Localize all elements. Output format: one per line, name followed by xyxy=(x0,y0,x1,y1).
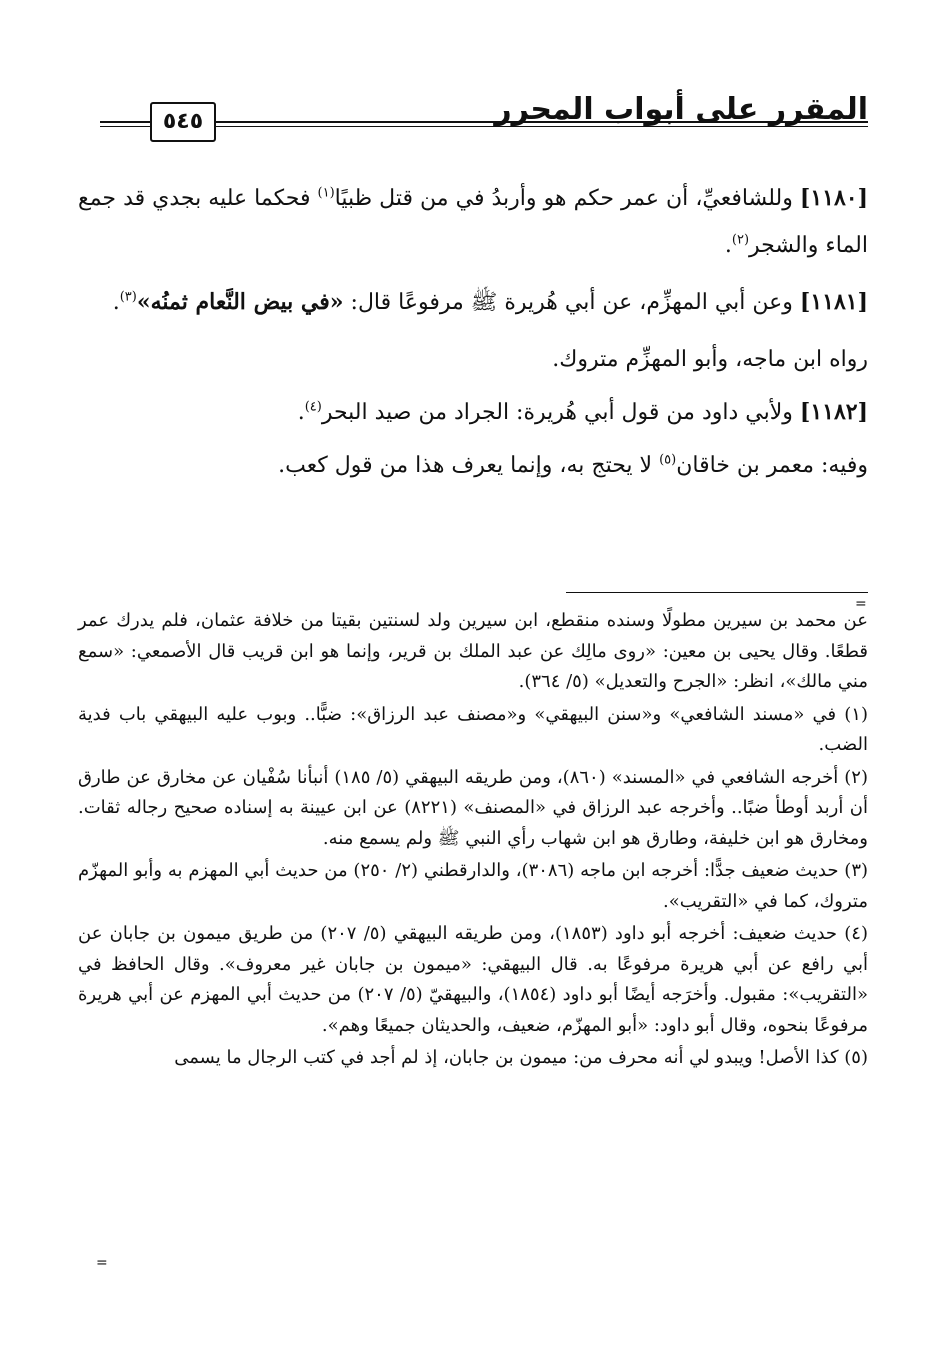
footnote-5: (٥) كذا الأصل! ويبدو لي أنه محرف من: ميمون بن جابان، إذ لم أجد في كتب الرجال ما يسمى xyxy=(174,1047,868,1068)
footnote-1: (١) في «مسند الشافعي» و«سنن البيهقي» و«مصنف عبد الرزاق»: ضبًّا.. وبوب عليه البيهقي باب فدية الضب. xyxy=(78,703,868,755)
paragraph-text: وللشافعيِّ، أن عمر حكم هو وأربدُ في من قتل ظبيًا xyxy=(334,186,800,211)
footnote-4: (٤) حديث ضعيف: أخرجه أبو داود (١٨٥٣)، ومن طريقه البيهقي (٥/ ٢٠٧) من طريق ميمون بن جابان عن أبي رافع عن أبي هريرة مرفوعًا به. قال البيهقي: «ميمون بن جابان غير معروف». وقال الحافظ في «التقريب»: مقبول. وأخرَجه أيضًا أبو داود (١٨٥٤)، والبيهقيّ (٥/ ٢٠٧) من حديث أبي المهزم عن أبي هريرة مرفوعًا بنحوه، وقال أبو داود: «أبو المهزّم، ضعيف، والحديثان جميعًا وهم». xyxy=(78,923,868,1036)
paragraph-comment xyxy=(78,442,868,489)
footnote-2: (٢) أخرجه الشافعي في «المسند» (٨٦٠)، ومن طريقه البيهقي (٥/ ١٨٥) أنبأنا سُفْيان عن مخارق عن طارق أن أربد أوطأ ضبًا.. وأخرجه عبد الرزاق في «المصنف» (٨٢٢١) عن ابن عيينة به إسناده صحيح رجاله ثقات. ومخارق هو ابن خليفة، وطارق هو ابن شهاب رأي النبي ﷺ ولم يسمع منه. xyxy=(78,766,868,849)
paragraph-text: ولأبي داود من قول أبي هُريرة: الجراد من صيد البحر xyxy=(321,400,800,425)
footnote-3: (٣) حديث ضعيف جدًّا: أخرجه ابن ماجه (٣٠٨٦)، والدارقطني (٢/ ٢٥٠) من حديث أبي المهزم به وأبو المهزّم متروك، كما في «التقريب». xyxy=(78,860,869,912)
paragraph-text: وفيه: معمر بن خاقان xyxy=(676,453,868,478)
paragraph-1180 xyxy=(78,175,868,269)
paragraph-text: وعن أبي المهزِّم، عن أبي هُريرة ﷺ مرفوعًا قال: xyxy=(343,290,800,315)
hadith-number: [١١٨١] xyxy=(799,289,868,315)
hadith-number: [١١٨٠] xyxy=(799,185,868,211)
paragraph-text: . xyxy=(297,400,305,425)
footnote-ref[interactable]: (٢) xyxy=(731,232,750,248)
footnote-separator xyxy=(566,592,868,593)
paragraph-narration xyxy=(78,336,868,383)
paragraph-text: . xyxy=(112,290,120,315)
paragraph-text: . xyxy=(724,233,732,258)
paragraph-text: فحكما عليه بجدي قد جمع الماء والشجر xyxy=(78,186,868,258)
hadith-quote: «في بيض النَّعام ثمنُه» xyxy=(136,289,344,315)
continuation-mark: = xyxy=(855,596,867,612)
paragraph-text: لا يحتج به، وإنما يعرف هذا من قول كعب. xyxy=(278,453,660,478)
footnote-ref[interactable]: (٥) xyxy=(659,452,677,468)
footnote-continuation: عن محمد بن سيرين مطولًا وسنده منقطع، ابن سيرين ولد لسنتين بقيتا من خلافة عثمان، فلم يدرك عمر قطعًا. وقال يحيى بن معين: «روى مالِك عن عبد الملك بن قرير، وإنما هو ابن قريب قال الأصمعي: «سمع مني مالك»، انظر: «الجرح والتعديل» (٥/ ٣٦٤). xyxy=(78,610,869,692)
paragraph-1181 xyxy=(78,279,868,326)
page-number: ٥٤٥ xyxy=(150,102,216,142)
footnote-ref[interactable]: (٤) xyxy=(304,399,322,415)
footnotes xyxy=(78,606,868,1076)
page-header xyxy=(100,92,868,144)
footnote-ref[interactable]: (٣) xyxy=(119,289,137,305)
hadith-number: [١١٨٢] xyxy=(799,399,868,425)
paragraph-text: رواه ابن ماجه، وأبو المهزِّم متروك. xyxy=(552,347,868,372)
end-continuation-mark: = xyxy=(96,1255,108,1271)
main-text xyxy=(78,175,868,499)
running-title: المقرر على أبواب المحرر xyxy=(494,92,868,127)
paragraph-1182 xyxy=(78,389,868,436)
footnote-ref[interactable]: (١) xyxy=(317,185,335,201)
